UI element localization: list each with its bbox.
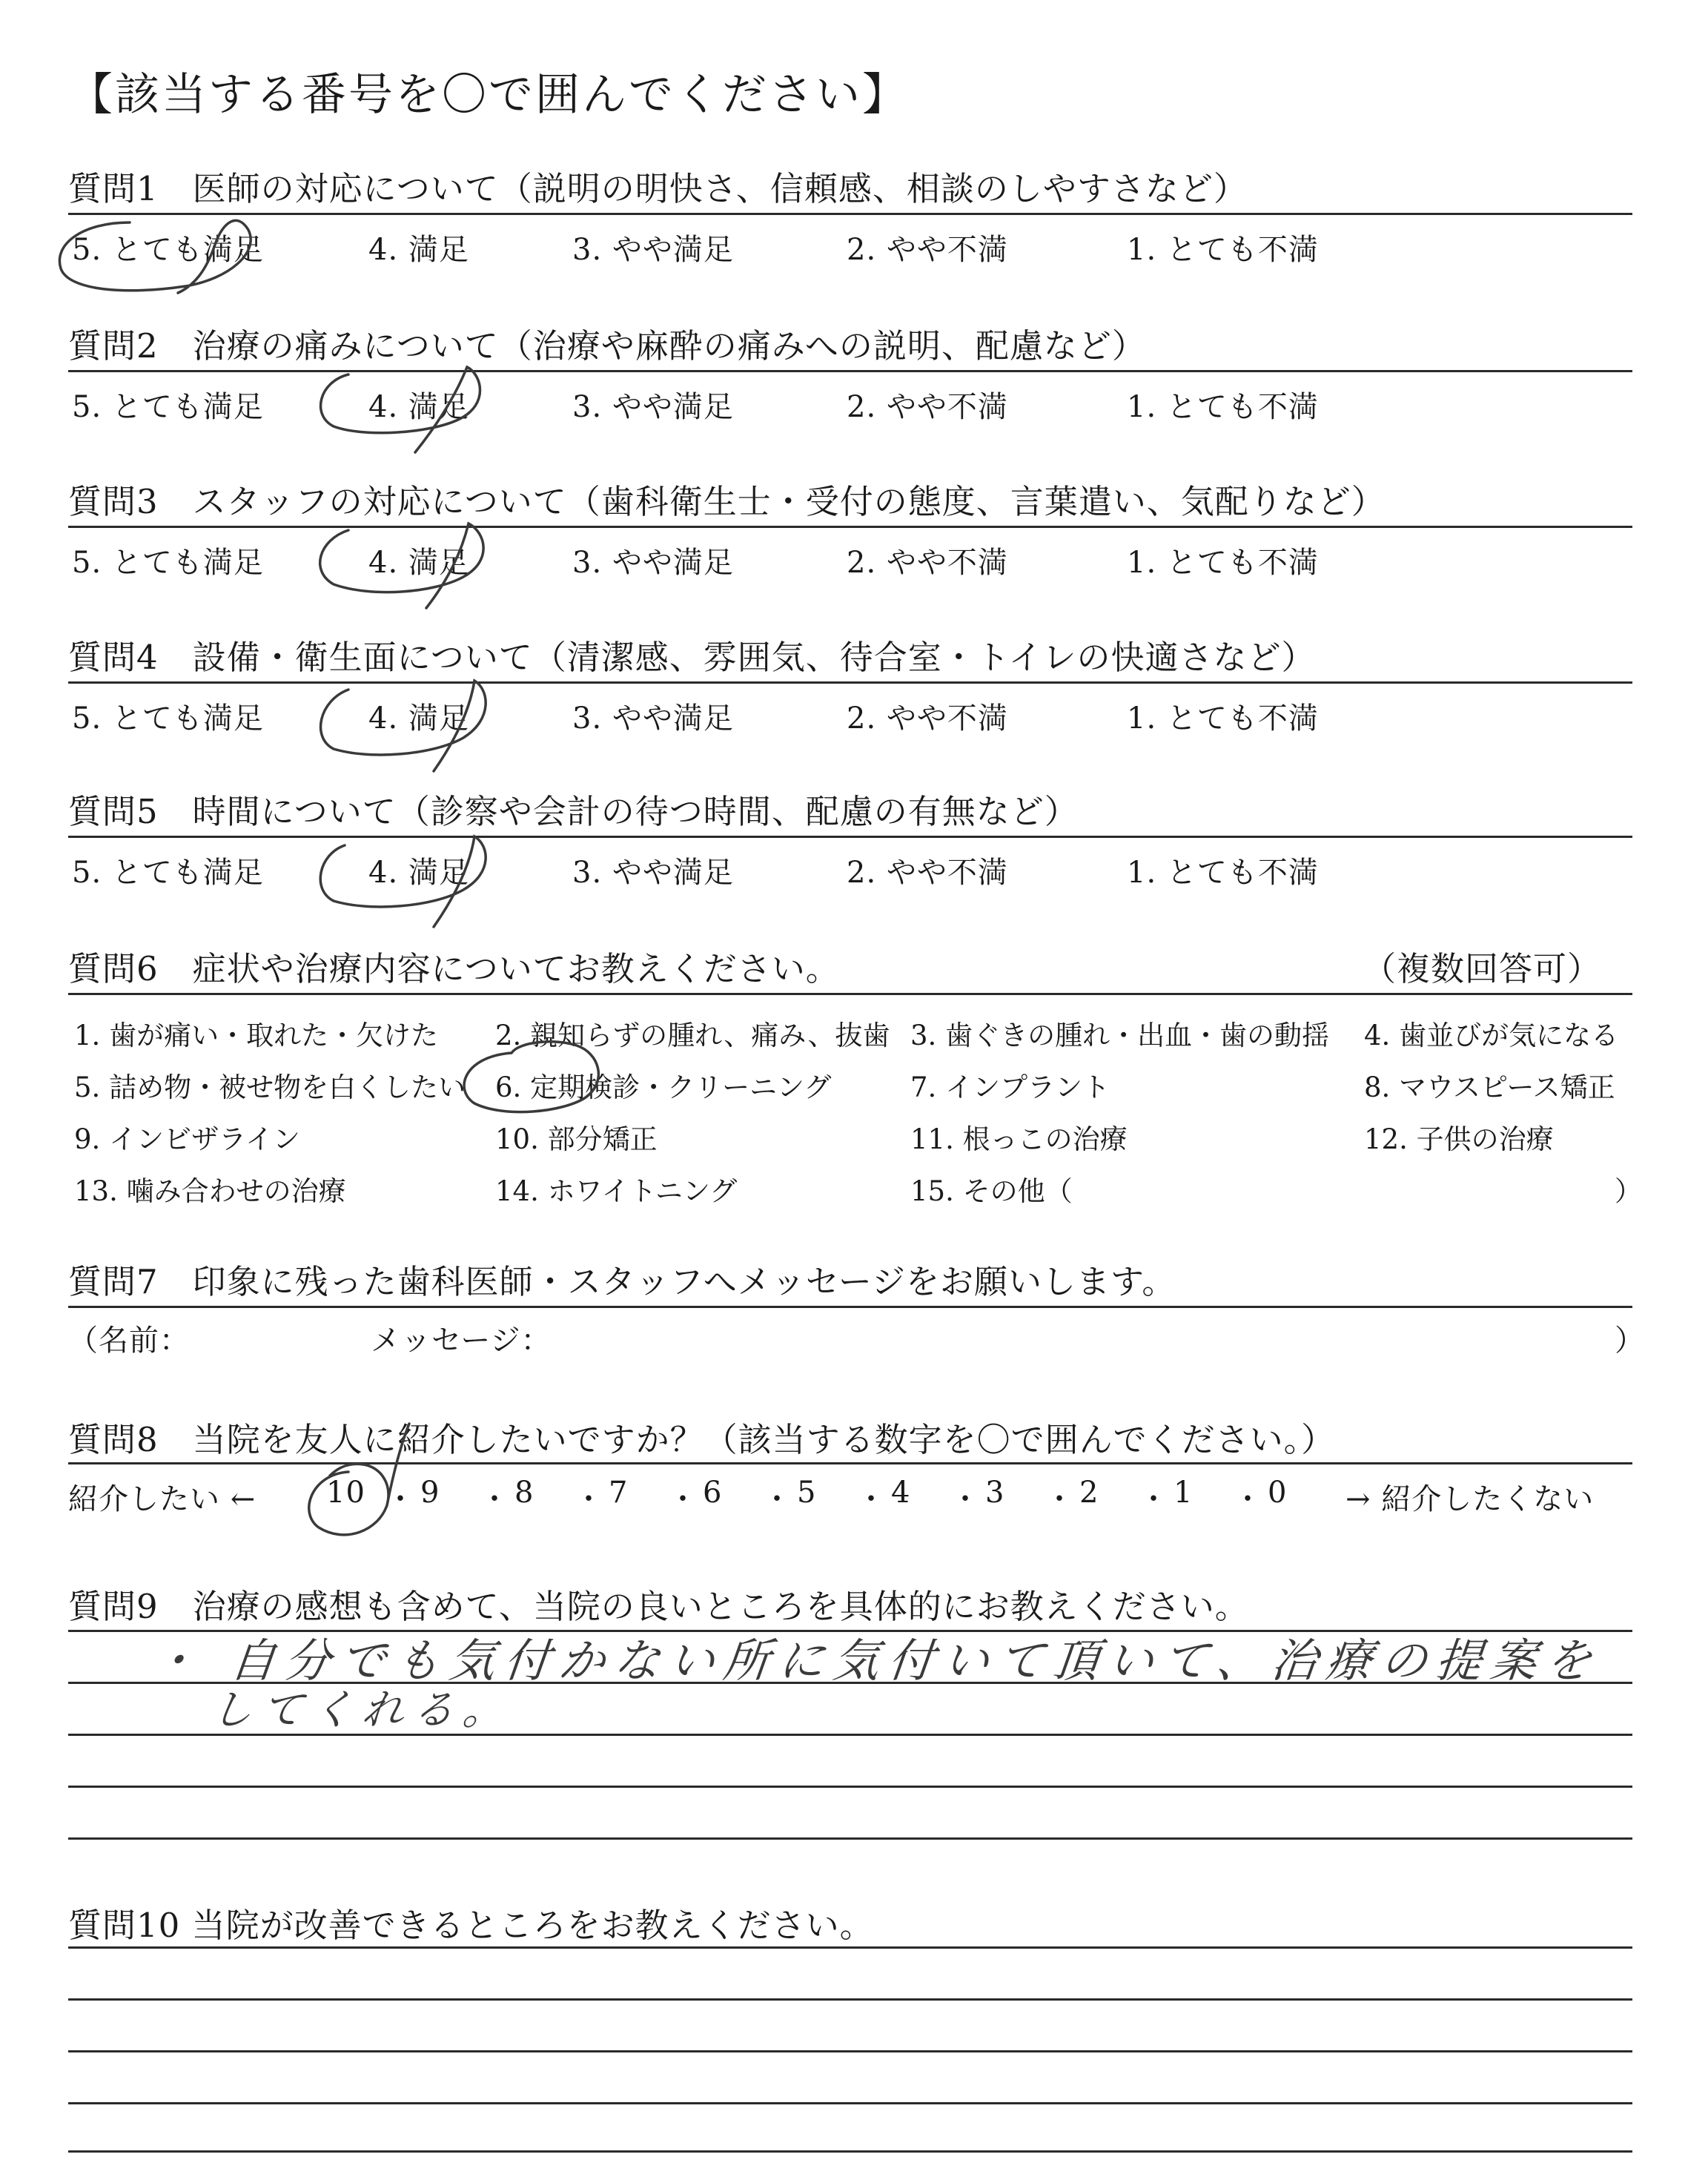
question-7-rule (68, 1306, 1632, 1308)
q10-answer-line (68, 1946, 1632, 1949)
question-6-rule (68, 993, 1632, 995)
q8-scale-3[interactable]: 3 (985, 1476, 1005, 1510)
q3-option-3[interactable]: 3. やや満足 (572, 546, 734, 580)
q8-scale-5[interactable]: 5 (797, 1476, 817, 1510)
q8-scale-separator: ・ (950, 1482, 981, 1516)
q8-scale-separator: ・ (574, 1482, 604, 1516)
q6-option-6[interactable]: 6. 定期検診・クリーニング (495, 1071, 832, 1103)
q8-scale-0[interactable]: 0 (1268, 1476, 1288, 1510)
question-1-title: 質問1 医師の対応について（説明の明快さ、信頼感、相談のしやすさなど） (68, 169, 1248, 208)
q4-option-3[interactable]: 3. やや満足 (572, 701, 734, 736)
q1-option-2[interactable]: 2. やや不満 (847, 233, 1008, 267)
q9-answer-line (68, 1786, 1632, 1788)
q8-scale-4[interactable]: 4 (891, 1476, 911, 1510)
question-1-rule (68, 213, 1632, 215)
q10-answer-line (68, 2102, 1632, 2104)
q8-scale-8[interactable]: 8 (514, 1476, 534, 1510)
q6-option-7[interactable]: 7. インプラント (910, 1071, 1110, 1103)
q8-scale-7[interactable]: 7 (609, 1476, 629, 1510)
q5-option-5[interactable]: 5. とても満足 (72, 856, 264, 890)
q8-scale-2[interactable]: 2 (1079, 1476, 1099, 1510)
q8-right-label: → 紹介したくない (1345, 1482, 1595, 1516)
page-title: 【該当する番号を〇で囲んでください】 (68, 69, 909, 121)
q4-option-4[interactable]: 4. 満足 (368, 701, 469, 736)
q3-option-2[interactable]: 2. やや不満 (847, 546, 1008, 580)
q7-close: ） (1615, 1324, 1645, 1358)
q6-option-8[interactable]: 8. マウスピース矯正 (1364, 1071, 1615, 1103)
q8-scale-separator: ・ (856, 1482, 887, 1516)
question-4-rule (68, 681, 1632, 684)
q9-handwritten-answer-line-1[interactable]: ・ 自分でも気付かない所に気付いて頂いて、治療の提案を (148, 1634, 1603, 1688)
q10-answer-line (68, 1998, 1632, 2001)
q8-scale-10[interactable]: 10 (326, 1476, 365, 1510)
question-8-title: 質問8 当院を友人に紹介したいですか？（該当する数字を〇で囲んでください。） (68, 1420, 1336, 1459)
q6-option-15[interactable]: 15. その他（ (910, 1175, 1073, 1207)
q8-scale-separator: ・ (762, 1482, 792, 1516)
question-3-title: 質問3 スタッフの対応について（歯科衛生士・受付の態度、言葉遣い、気配りなど） (68, 482, 1386, 521)
q5-option-3[interactable]: 3. やや満足 (572, 856, 734, 890)
q9-handwritten-answer-line-2[interactable]: してくれる。 (208, 1686, 516, 1734)
q6-option-14[interactable]: 14. ホワイトニング (495, 1175, 738, 1207)
q8-scale-6[interactable]: 6 (703, 1476, 723, 1510)
q8-scale-separator: ・ (668, 1482, 698, 1516)
q10-answer-line (68, 2150, 1632, 2153)
question-5-title: 質問5 時間について（診察や会計の待つ時間、配慮の有無など） (68, 792, 1079, 831)
q8-scale-1[interactable]: 1 (1174, 1476, 1194, 1510)
q1-option-1[interactable]: 1. とても不満 (1127, 233, 1319, 267)
q5-option-1[interactable]: 1. とても不満 (1127, 856, 1319, 890)
q2-option-5[interactable]: 5. とても満足 (72, 390, 264, 424)
q10-answer-line (68, 2050, 1632, 2052)
q8-scale-separator: ・ (480, 1482, 510, 1516)
q6-option-13[interactable]: 13. 噛み合わせの治療 (74, 1175, 346, 1207)
q8-scale-separator: ・ (1139, 1482, 1169, 1516)
q2-option-2[interactable]: 2. やや不満 (847, 390, 1008, 424)
question-5-rule (68, 836, 1632, 838)
q8-scale-separator: ・ (1045, 1482, 1075, 1516)
question-2-title: 質問2 治療の痛みについて（治療や麻酔の痛みへの説明、配慮など） (68, 326, 1146, 366)
q8-scale-9[interactable]: 9 (420, 1476, 440, 1510)
q5-option-4[interactable]: 4. 満足 (368, 856, 469, 890)
q4-option-2[interactable]: 2. やや不満 (847, 701, 1008, 736)
q2-option-1[interactable]: 1. とても不満 (1127, 390, 1319, 424)
question-10-title: 質問10 当院が改善できるところをお教えください。 (68, 1906, 874, 1945)
q6-option-11[interactable]: 11. 根っこの治療 (910, 1123, 1128, 1155)
q1-option-3[interactable]: 3. やや満足 (572, 233, 734, 267)
q1-option-4[interactable]: 4. 満足 (368, 233, 469, 267)
q6-option-3[interactable]: 3. 歯ぐきの腫れ・出血・歯の動揺 (910, 1020, 1330, 1051)
question-7-title: 質問7 印象に残った歯科医師・スタッフへメッセージをお願いします。 (68, 1262, 1176, 1301)
q2-option-3[interactable]: 3. やや満足 (572, 390, 734, 424)
q6-option-4[interactable]: 4. 歯並びが気になる (1364, 1020, 1619, 1051)
question-4-title: 質問4 設備・衛生面について（清潔感、雰囲気、待合室・トイレの快適さなど） (68, 638, 1316, 677)
q4-option-5[interactable]: 5. とても満足 (72, 701, 264, 736)
q1-option-5[interactable]: 5. とても満足 (72, 233, 264, 267)
q3-option-4[interactable]: 4. 満足 (368, 546, 469, 580)
question-6-note: （複数回答可） (1363, 949, 1602, 988)
question-6-title: 質問6 症状や治療内容についてお教えください。 (68, 949, 840, 988)
question-9-title: 質問9 治療の感想も含めて、当院の良いところを具体的にお教えください。 (68, 1587, 1249, 1626)
q6-other-close: ） (1615, 1175, 1642, 1207)
q8-scale-separator: ・ (1233, 1482, 1263, 1516)
q6-option-9[interactable]: 9. インビザライン (74, 1123, 300, 1155)
q4-option-1[interactable]: 1. とても不満 (1127, 701, 1319, 736)
q6-option-5[interactable]: 5. 詰め物・被せ物を白くしたい (74, 1071, 466, 1103)
q3-option-5[interactable]: 5. とても満足 (72, 546, 264, 580)
q6-option-2[interactable]: 2. 親知らずの腫れ、痛み、抜歯 (495, 1020, 890, 1051)
q2-option-4[interactable]: 4. 満足 (368, 390, 469, 424)
q5-option-2[interactable]: 2. やや不満 (847, 856, 1008, 890)
question-2-rule (68, 370, 1632, 372)
q8-left-label: 紹介したい ← (68, 1482, 256, 1516)
q6-option-12[interactable]: 12. 子供の治療 (1364, 1123, 1554, 1155)
q8-scale-separator: ・ (385, 1482, 416, 1516)
q9-answer-line (68, 1837, 1632, 1840)
q6-option-10[interactable]: 10. 部分矯正 (495, 1123, 658, 1155)
q6-option-1[interactable]: 1. 歯が痛い・取れた・欠けた (74, 1020, 439, 1051)
question-8-rule (68, 1462, 1632, 1464)
q3-option-1[interactable]: 1. とても不満 (1127, 546, 1319, 580)
q7-message-label[interactable]: メッセージ： (371, 1324, 552, 1358)
question-3-rule (68, 526, 1632, 528)
q7-name-label[interactable]: （名前： (68, 1324, 190, 1358)
